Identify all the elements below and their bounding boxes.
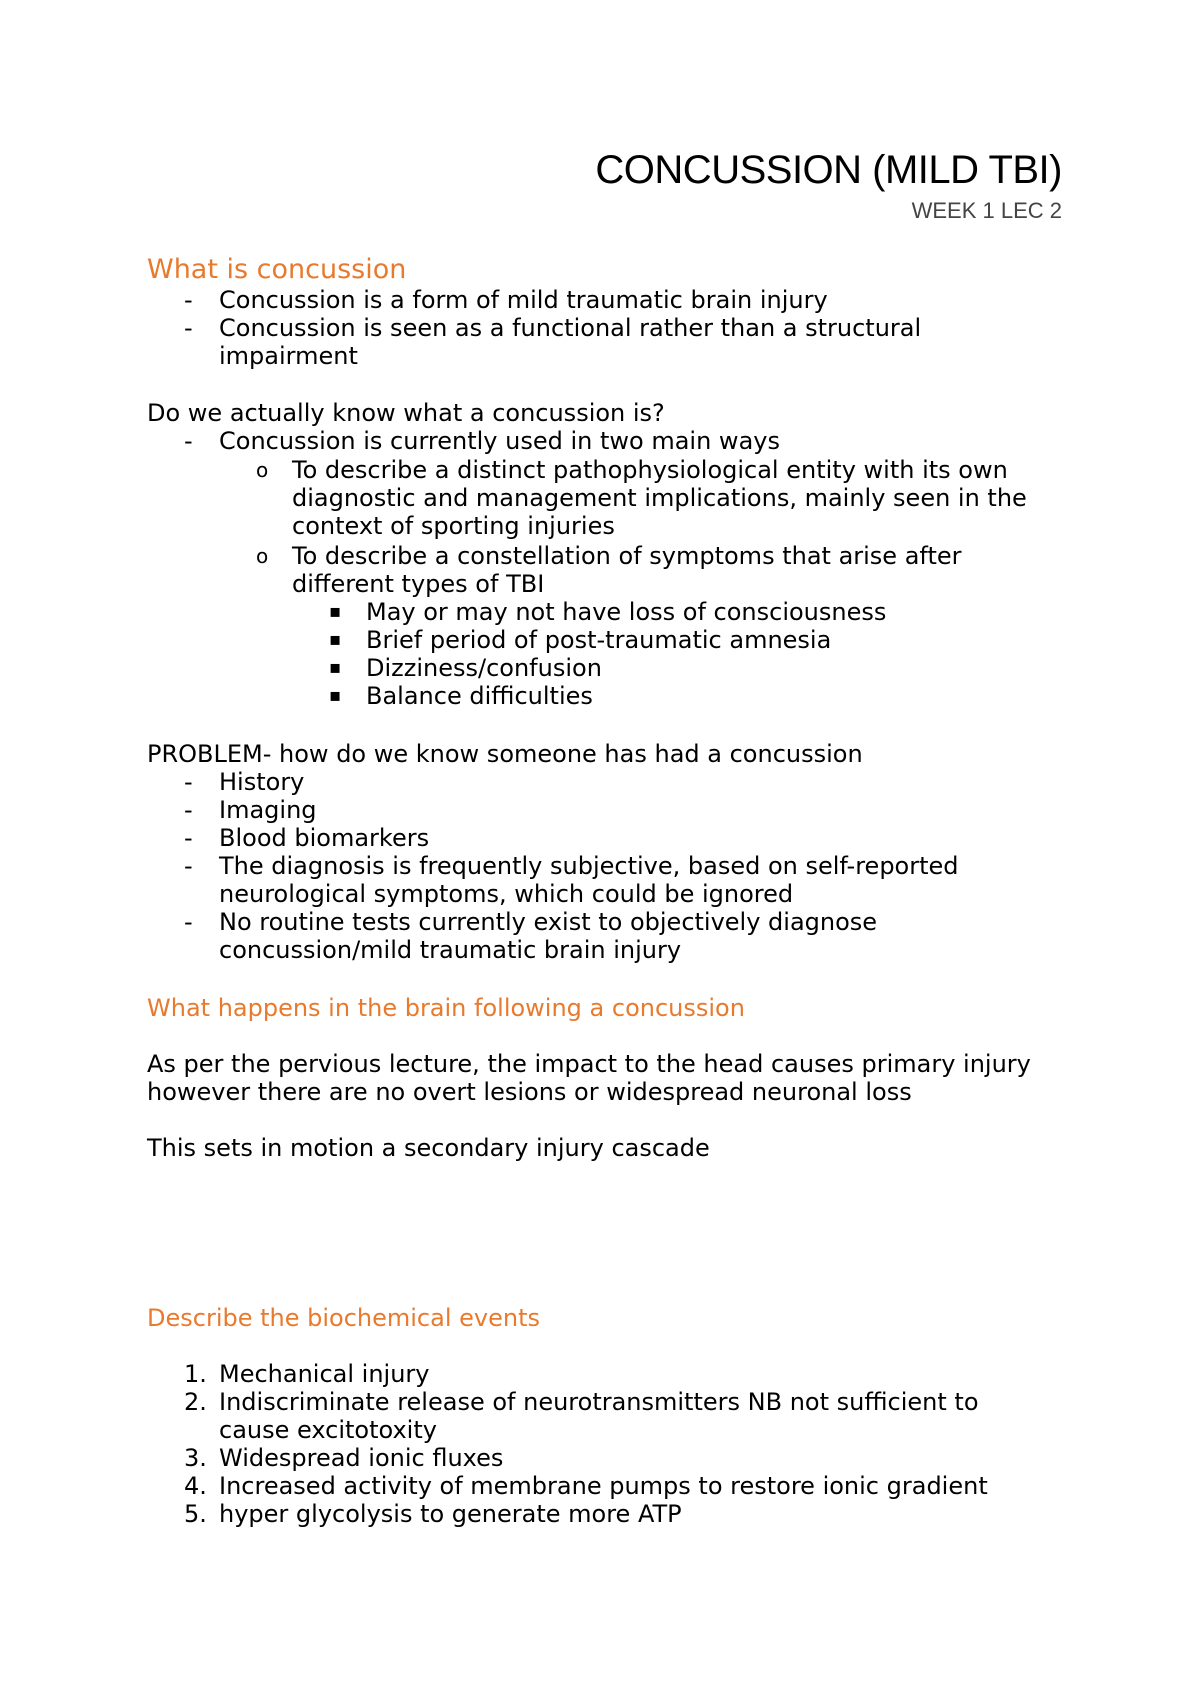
- numbered-item: hyper glycolysis to generate more ATP: [219, 1500, 682, 1528]
- sub-bullet-continuation: diagnostic and management implications, mainly seen in the: [292, 484, 1027, 512]
- paragraph-line: however there are no overt lesions or widespread neuronal loss: [147, 1078, 912, 1106]
- symptom-item: Balance difficulties: [366, 682, 593, 710]
- bullet-item: Concussion is currently used in two main ways: [219, 427, 780, 455]
- numbered-item: Increased activity of membrane pumps to restore ionic gradient: [219, 1472, 988, 1500]
- bullet-item: History: [219, 768, 305, 796]
- dash-bullet: -: [184, 427, 193, 455]
- numbered-item: Indiscriminate release of neurotransmitters NB not sufficient to: [219, 1388, 979, 1416]
- circle-bullet: o: [256, 544, 269, 568]
- circle-bullet: o: [256, 458, 269, 482]
- dash-bullet: -: [184, 314, 193, 342]
- dash-bullet: -: [184, 286, 193, 314]
- dash-bullet: -: [184, 796, 193, 824]
- bullet-item: Blood biomarkers: [219, 824, 430, 852]
- sub-bullet-continuation: different types of TBI: [292, 570, 545, 598]
- section-heading-what-is: What is concussion: [147, 254, 407, 285]
- dash-bullet: -: [184, 824, 193, 852]
- numbered-item: Widespread ionic fluxes: [219, 1444, 504, 1472]
- bullet-item-continuation: neurological symptoms, which could be ignored: [219, 880, 794, 908]
- section-heading-biochem: Describe the biochemical events: [147, 1304, 540, 1332]
- symptom-item: Dizziness/confusion: [366, 654, 602, 682]
- section-heading-brain: What happens in the brain following a concussion: [147, 994, 745, 1022]
- bullet-item: Imaging: [219, 796, 317, 824]
- square-bullet: ▪: [329, 601, 342, 622]
- square-bullet: ▪: [329, 685, 342, 706]
- numbered-item: Mechanical injury: [219, 1360, 430, 1388]
- numbered-item-continuation: cause excitotoxity: [219, 1416, 437, 1444]
- problem-statement: PROBLEM- how do we know someone has had a concussion: [147, 740, 863, 768]
- dash-bullet: -: [184, 908, 193, 936]
- page-title: CONCUSSION (MILD TBI): [595, 148, 1062, 192]
- bullet-item: Concussion is a form of mild traumatic brain injury: [219, 286, 828, 314]
- list-number: 1.: [184, 1360, 207, 1388]
- dash-bullet: -: [184, 852, 193, 880]
- list-number: 5.: [184, 1500, 207, 1528]
- question-text: Do we actually know what a concussion is?: [147, 399, 665, 427]
- sub-bullet-item: To describe a distinct pathophysiological entity with its own: [292, 456, 1008, 484]
- symptom-item: May or may not have loss of consciousness: [366, 598, 887, 626]
- bullet-item-continuation: concussion/mild traumatic brain injury: [219, 936, 682, 964]
- bullet-item-continuation: impairment: [219, 342, 358, 370]
- bullet-item: No routine tests currently exist to objectively diagnose: [219, 908, 878, 936]
- dash-bullet: -: [184, 768, 193, 796]
- paragraph-line: This sets in motion a secondary injury cascade: [147, 1134, 710, 1162]
- list-number: 2.: [184, 1388, 207, 1416]
- symptom-item: Brief period of post-traumatic amnesia: [366, 626, 832, 654]
- square-bullet: ▪: [329, 657, 342, 678]
- page-subtitle: WEEK 1 LEC 2: [911, 198, 1062, 223]
- bullet-item: Concussion is seen as a functional rather than a structural: [219, 314, 922, 342]
- sub-bullet-continuation: context of sporting injuries: [292, 512, 615, 540]
- paragraph-line: As per the pervious lecture, the impact to the head causes primary injury: [147, 1050, 1031, 1078]
- list-number: 4.: [184, 1472, 207, 1500]
- sub-bullet-item: To describe a constellation of symptoms that arise after: [292, 542, 962, 570]
- square-bullet: ▪: [329, 629, 342, 650]
- bullet-item: The diagnosis is frequently subjective, based on self-reported: [219, 852, 959, 880]
- list-number: 3.: [184, 1444, 207, 1472]
